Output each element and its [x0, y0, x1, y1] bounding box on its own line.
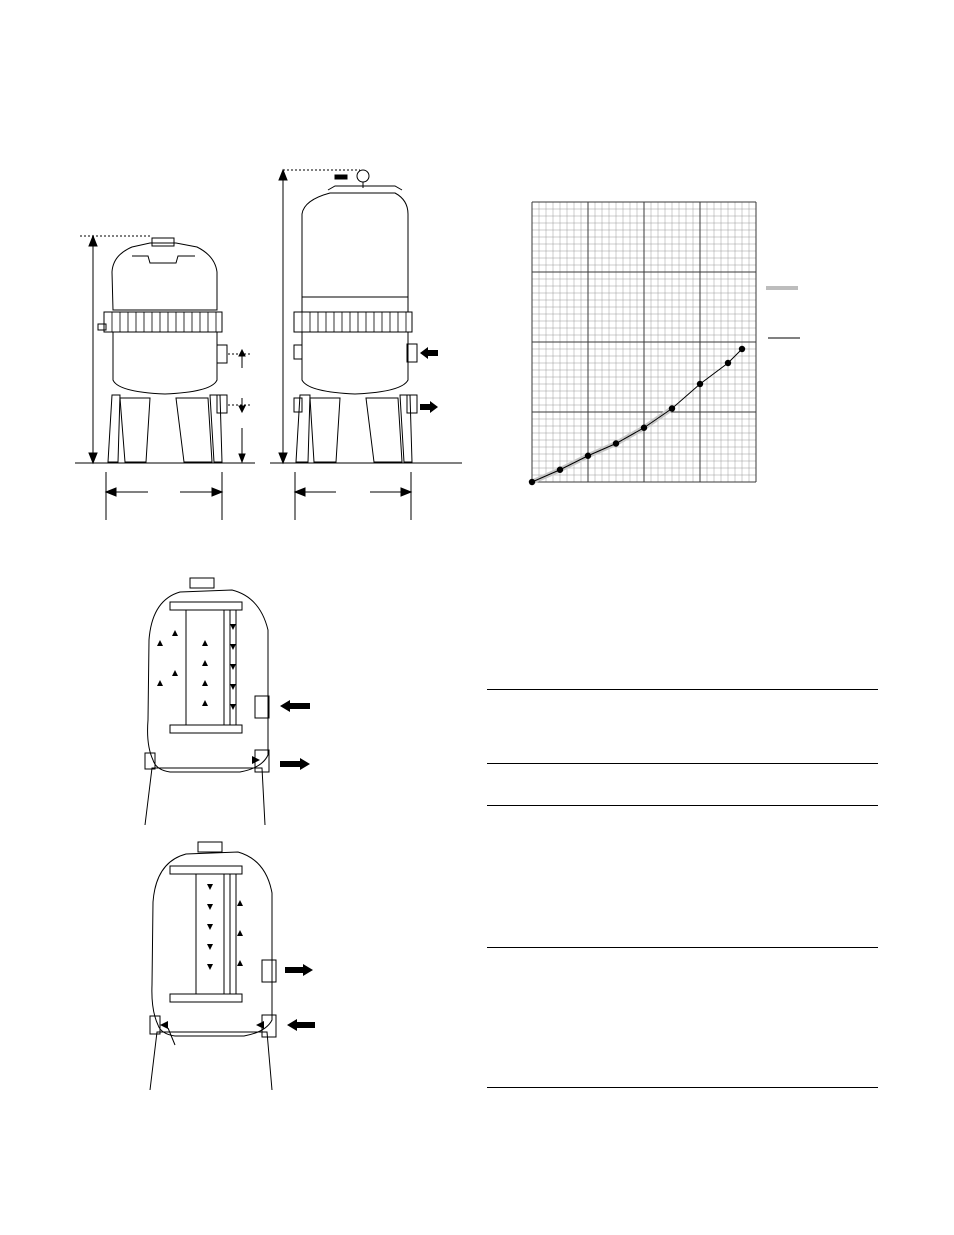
table-rule	[487, 805, 878, 806]
table-rule	[487, 763, 878, 764]
flow-diagram-bottom	[130, 835, 330, 1095]
data-point	[529, 479, 535, 485]
data-point	[557, 467, 563, 473]
table-rule	[487, 947, 878, 948]
dimension-drawing-small	[70, 225, 270, 525]
table-rule	[487, 1087, 878, 1088]
data-point	[739, 346, 745, 352]
data-point	[641, 425, 647, 431]
table-rule	[487, 689, 878, 690]
dimension-drawing-large	[270, 160, 470, 525]
data-point	[585, 453, 591, 459]
data-point	[669, 405, 675, 411]
flow-diagram-top	[130, 570, 330, 835]
data-point	[613, 440, 619, 446]
data-point	[725, 360, 731, 366]
data-point	[697, 381, 703, 387]
chart	[520, 190, 820, 500]
